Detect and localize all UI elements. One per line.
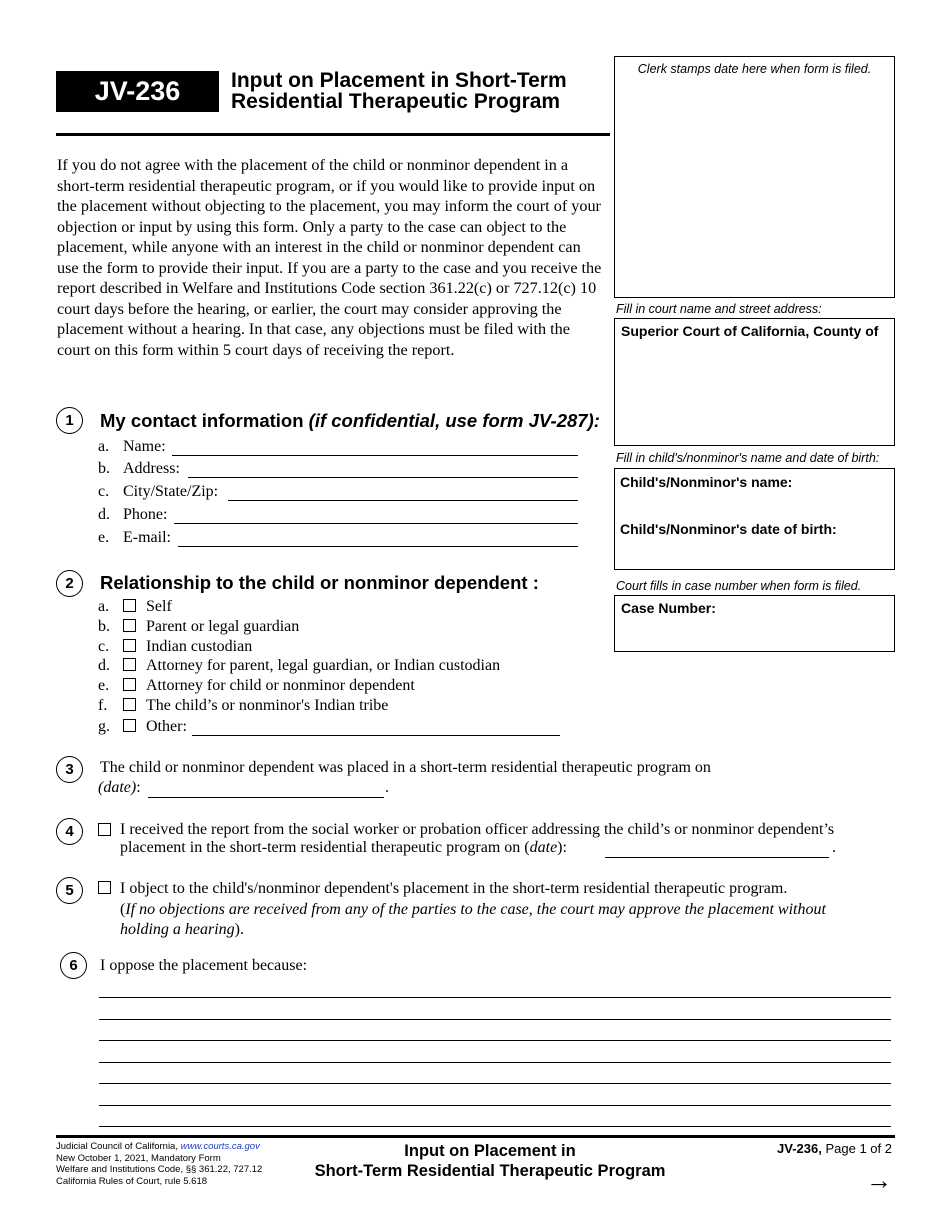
footer-divider (56, 1135, 895, 1138)
section-4-line2 (120, 838, 840, 860)
clerk-stamp-note: Clerk stamps date here when form is filed. (637, 62, 872, 76)
relationship-list (98, 597, 568, 742)
section-5-number: 5 (56, 877, 83, 904)
title-divider (56, 133, 610, 136)
object-placement-checkbox[interactable] (98, 881, 111, 894)
relationship-option (98, 717, 560, 739)
colon: : (136, 779, 141, 796)
reason-input-line[interactable] (99, 1126, 891, 1127)
footer-line: Welfare and Institutions Code, §§ 361.22, 727.12 (56, 1164, 263, 1175)
section-1-heading-text: My contact information (100, 410, 309, 431)
reason-input-line[interactable] (99, 1040, 891, 1041)
relationship-other-label (146, 717, 187, 737)
page-indicator (777, 1141, 892, 1156)
section-2-heading: Relationship to the child or nonminor dependent : (100, 572, 539, 593)
court-address-note: Fill in court name and street address: (616, 302, 822, 316)
relationship-label: Attorney for parent, legal guardian, or Indian custodian (146, 657, 501, 674)
relationship-self-checkbox[interactable] (123, 599, 136, 612)
form-title-line1: Input on Placement in Short-Term (231, 69, 567, 92)
contact-address-row (98, 459, 578, 481)
section-5-line3 (120, 920, 244, 940)
section-3-number: 3 (56, 756, 83, 783)
case-number-field[interactable] (614, 595, 895, 652)
contact-name-label: Name: (123, 438, 166, 455)
relationship-option (98, 637, 568, 657)
section-3-date-label (98, 778, 141, 798)
period: . (385, 779, 389, 796)
item-letter: f. (98, 697, 108, 714)
text: ): (557, 839, 567, 856)
relationship-label: Self (146, 598, 172, 615)
text: ( (120, 901, 126, 918)
footer-line: New October 1, 2021, Mandatory Form (56, 1152, 221, 1164)
relationship-option (98, 656, 568, 676)
item-letter: e. (98, 529, 110, 546)
courts-website-link[interactable]: www.courts.ca.gov (180, 1141, 260, 1152)
child-name-label: Child's/Nonminor's name: (620, 474, 793, 490)
relationship-label: Indian custodian (146, 638, 253, 655)
relationship-label: Parent or legal guardian (146, 618, 300, 635)
placement-date-input[interactable] (148, 797, 384, 798)
section-1-heading (100, 410, 600, 432)
footer-council-line (56, 1141, 262, 1153)
clerk-stamp-box (614, 56, 895, 298)
relationship-indian-custodian-checkbox[interactable] (123, 639, 136, 652)
section-5-line2 (120, 900, 826, 920)
child-dob-label: Child's/Nonminor's date of birth: (620, 521, 837, 537)
section-3-date-row (98, 778, 398, 800)
report-received-checkbox[interactable] (98, 823, 111, 836)
contact-phone-input[interactable] (174, 523, 578, 524)
text: placement in the short-term residential therapeutic program on ( (120, 839, 530, 856)
date-word: (date) (98, 779, 137, 796)
relationship-option (98, 617, 568, 637)
section-6-text: I oppose the placement because: (100, 957, 308, 974)
relationship-option (98, 676, 568, 696)
relationship-label: Other (146, 718, 183, 735)
page-number: Page 1 of 2 (821, 1141, 892, 1156)
section-4-line2-text (120, 838, 567, 858)
form-title-line2: Residential Therapeutic Program (231, 90, 561, 113)
footer-info (56, 1141, 262, 1187)
contact-phone-label: Phone: (123, 506, 168, 523)
reason-input-line[interactable] (99, 1062, 891, 1063)
item-letter: c. (98, 638, 110, 655)
child-info-note: Fill in child's/nonminor's name and date of birth: (616, 451, 880, 465)
case-number-label: Case Number: (621, 600, 716, 616)
contact-city-input[interactable] (228, 500, 578, 501)
section-1-heading-note: (if confidential, use form JV-287): (308, 410, 600, 431)
form-number-badge: JV-236 (56, 71, 219, 112)
section-5-line1: I object to the child's/nonminor dependent's placement in the short-term residential therapeutic program. (120, 880, 788, 897)
item-letter: d. (98, 506, 110, 523)
contact-city-label: City/State/Zip: (123, 483, 219, 500)
section-4-number: 4 (56, 818, 83, 845)
next-page-arrow-icon[interactable]: → (866, 1165, 892, 1195)
section-4-line1: I received the report from the social worker or probation officer addressing the child’s or nonminor dependent’s (120, 821, 835, 838)
contact-address-input[interactable] (188, 477, 578, 478)
item-letter: c. (98, 483, 110, 500)
reason-input-line[interactable] (99, 1105, 891, 1106)
contact-email-label: E-mail: (123, 529, 171, 546)
contact-email-row (98, 528, 578, 550)
relationship-other-checkbox[interactable] (123, 719, 136, 732)
footer-title-line1: Input on Placement in (404, 1142, 576, 1160)
text: ). (234, 921, 244, 938)
item-letter: a. (98, 438, 110, 455)
relationship-other-input[interactable] (192, 735, 560, 736)
reason-input-line[interactable] (99, 1019, 891, 1020)
item-letter: g. (98, 718, 110, 735)
italic-text: holding a hearing (120, 921, 235, 938)
child-info-field[interactable] (614, 468, 895, 570)
contact-name-input[interactable] (172, 455, 578, 456)
reason-input-line[interactable] (99, 1083, 891, 1084)
intro-paragraph: If you do not agree with the placement of the child or nonminor dependent in a short-term residential therapeutic program, or if you would like to provide input on the placement without objecting to the placement, you may inform the court of your objection or input by using this form. Only a party to the case can object to the placement, while anyone with an interest in the child or nonminor dependent can use the form to provide their input. If you are a party to the case and you receive the report described in Welfare and Institutions Code section 361.22(c) or 727.12(c) 10 court days before the hearing, or earlier, the court may consider approving the placement without a hearing. In that case, any objections must be filed with the court on this form within 5 court days of receiving the report. (57, 156, 602, 359)
section-1-number: 1 (56, 407, 83, 434)
case-number-note: Court fills in case number when form is filed. (616, 579, 862, 593)
contact-email-input[interactable] (178, 546, 578, 547)
colon: : (182, 718, 187, 735)
court-address-field[interactable] (614, 318, 895, 446)
contact-city-row (98, 482, 578, 504)
italic-text: If no objections are received from any of the parties to the case, the court may approve the placement without (125, 901, 826, 918)
court-address-label: Superior Court of California, County of (621, 323, 879, 339)
contact-phone-row (98, 505, 578, 527)
footer-form-number: JV-236, (777, 1141, 822, 1156)
relationship-label: Attorney for child or nonminor dependent (146, 677, 415, 694)
reason-input-line[interactable] (99, 997, 891, 998)
footer-line: California Rules of Court, rule 5.618 (56, 1175, 208, 1187)
contact-address-label: Address: (123, 460, 180, 477)
date-word: date (529, 839, 558, 856)
item-letter: b. (98, 618, 110, 635)
section-3-text: The child or nonminor dependent was placed in a short-term residential therapeutic program on (100, 759, 711, 776)
footer-title-line2: Short-Term Residential Therapeutic Program (314, 1162, 666, 1180)
relationship-tribe-checkbox[interactable] (123, 698, 136, 711)
contact-info-list (98, 437, 578, 552)
relationship-option (98, 696, 568, 716)
relationship-label: The child’s or nonminor's Indian tribe (146, 697, 389, 714)
form-title (231, 70, 606, 112)
section-2-number: 2 (56, 570, 83, 597)
item-letter: b. (98, 460, 110, 477)
item-letter: e. (98, 677, 110, 694)
council-text: Judicial Council of California, (56, 1141, 181, 1152)
relationship-parent-checkbox[interactable] (123, 619, 136, 632)
item-letter: a. (98, 598, 110, 615)
item-letter: d. (98, 657, 110, 674)
period: . (832, 839, 836, 856)
relationship-attorney-child-checkbox[interactable] (123, 678, 136, 691)
report-date-input[interactable] (605, 857, 829, 858)
contact-name-row (98, 437, 578, 459)
section-6-number: 6 (60, 952, 87, 979)
relationship-attorney-parent-checkbox[interactable] (123, 658, 136, 671)
footer-title (290, 1141, 690, 1181)
relationship-option (98, 597, 568, 617)
